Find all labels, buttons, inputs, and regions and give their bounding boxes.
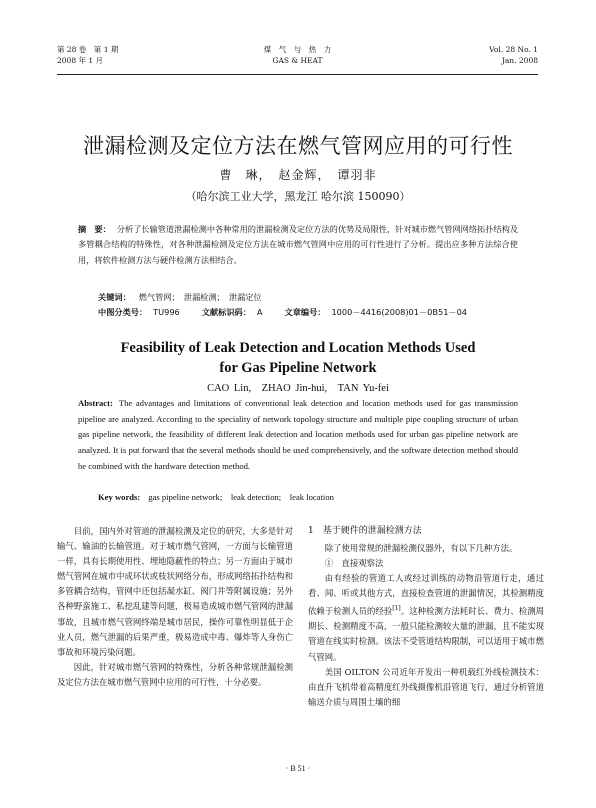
abstract-en	[78, 396, 518, 475]
header-rule	[57, 74, 538, 75]
abstract-cn	[78, 222, 518, 268]
body-paragraph	[308, 571, 544, 664]
classification-line	[98, 307, 467, 318]
authors-en: CAO Lin, ZHAO Jin-hui, TAN Yu-fei	[207, 383, 389, 394]
keywords-cn-label: 关键词：	[98, 292, 131, 302]
authors-cn: 曹 琳， 赵金辉， 谭羽非	[219, 168, 377, 182]
citation-ref[interactable]: [1]	[392, 605, 401, 613]
title-en-line2: for Gas Pipeline Network	[219, 360, 377, 376]
title-en-line1: Feasibility of Leak Detection and Location Methods Used	[120, 340, 476, 356]
abstract-cn-text: 分析了长输管道泄漏检测中各种常用的泄漏检测及定位方法的优势及局限性，针对城市燃气管网网络拓扑结构及多管耦合结构的特殊性，对各种泄漏检测及定位方法在城市燃气管网中应用的可行性进行了分析。提出应多种方法综合使用，将软件检测方法与硬件检测方法相结合。	[78, 224, 518, 265]
journal-name-en: GAS & HEAT	[272, 56, 323, 65]
clc-label: 中图分类号：	[98, 307, 148, 317]
abstract-en-label: Abstract:	[78, 398, 113, 408]
article-no-label: 文章编号：	[284, 307, 326, 317]
article-no-value: 1000－4416(2008)01－0B51－04	[331, 307, 468, 317]
date-en: Jan. 2008	[501, 56, 538, 65]
header-right	[489, 44, 538, 66]
page-header	[57, 44, 538, 72]
body-paragraph: 目前，国内外对管道的泄漏检测及定位的研究，大多是针对输气、输油的长输管道。对于城市燃气管网，一方面与长输管道一样，具有长期使用性、埋地隐蔽性的特点；另一方面由于城市燃气管网在城市中成环状或枝状网络分布，形成网络拓扑结构和多管耦合结构，管网中还包括凝水缸、阀门井等附属设施；另外各种野蛮施工、私挖乱建等问题，极易造成城市燃气管网的泄漏事故，且城市燃气管网终端是城市居民，操作可靠性明显低于企业人员，燃气泄漏的后果严重，极易造成中毒、爆炸等人身伤亡事故和环境污染问题。	[57, 526, 293, 657]
header-center	[57, 44, 538, 66]
keywords-en	[98, 491, 334, 503]
doc-code-label: 文献标识码：	[201, 307, 251, 317]
doc-code-value: A	[256, 307, 263, 317]
section-heading: 1 基于硬件的泄漏检测方法	[308, 526, 422, 536]
article-title-cn: 泄漏检测及定位方法在燃气管网应用的可行性	[83, 134, 513, 158]
body-paragraph: 美国 OILTON 公司近年开发出一种机载红外线检测技术：由直升飞机带着高精度红外线摄像机沿管道飞行，通过分析管道输送介质与周围土壤的细	[308, 666, 544, 707]
keywords-en-text: gas pipeline network; leak detection; leak location	[148, 492, 334, 502]
body-paragraph: 除了使用常规的泄漏检测仪器外，有以下几种方法。	[324, 543, 518, 554]
paragraph-text: 。这种检测方法耗时长、费力、检测周期长、检测精度不高，一般只能检测较大量的泄漏，且不能实现管道在线实时检测。该法不受管道结构限制，可以适用于城市燃气管网。	[308, 606, 545, 662]
body-column-left	[57, 524, 293, 690]
date-cn: 2008 年 1 月	[57, 56, 104, 65]
article-title-en	[0, 338, 596, 378]
volume-issue-cn: 第 28 卷 第 1 期	[57, 45, 119, 54]
journal-name-cn: 煤 气 与 热 力	[263, 45, 332, 54]
volume-issue-en: Vol. 28 No. 1	[489, 45, 538, 54]
subsection-heading: ① 直接观察法	[324, 558, 384, 569]
abstract-en-text: The advantages and limitations of conventional leak detection and location methods used for gas transmission pipeline are analyzed. According to the speciality of network topology structure and multiple pipe coupling structure of urban gas pipeline network, the feasibility of different leak detection and location methods used for urban gas pipeline network are analyzed. It is put forward that the several methods should be used comprehensively, and the software detection method should be combined with the hardware detection method.	[78, 398, 518, 471]
body-column-right	[308, 524, 544, 710]
body-paragraph: 因此，针对城市燃气管网的特殊性，分析各种常规泄漏检测及定位方法在城市燃气管网中应用的可行性，十分必要。	[57, 661, 293, 687]
keywords-cn-text: 燃气管网； 泄漏检测； 泄漏定位	[138, 292, 262, 302]
paragraph-text: 由有经验的管道工人或经过训练的动物沿管道行走，通过看、闻、听或其他方式，直接检查管道的泄漏情况，其检测精度依赖于检测人员的经验	[308, 573, 544, 617]
abstract-cn-label: 摘 要：	[78, 224, 111, 234]
page-number: · B 51 ·	[285, 764, 311, 773]
clc-value: TU996	[153, 307, 180, 317]
keywords-en-label: Key words:	[98, 492, 141, 502]
keywords-cn	[98, 292, 262, 303]
affiliation-cn: （哈尔滨工业大学，黑龙江 哈尔滨 150090）	[185, 190, 411, 203]
